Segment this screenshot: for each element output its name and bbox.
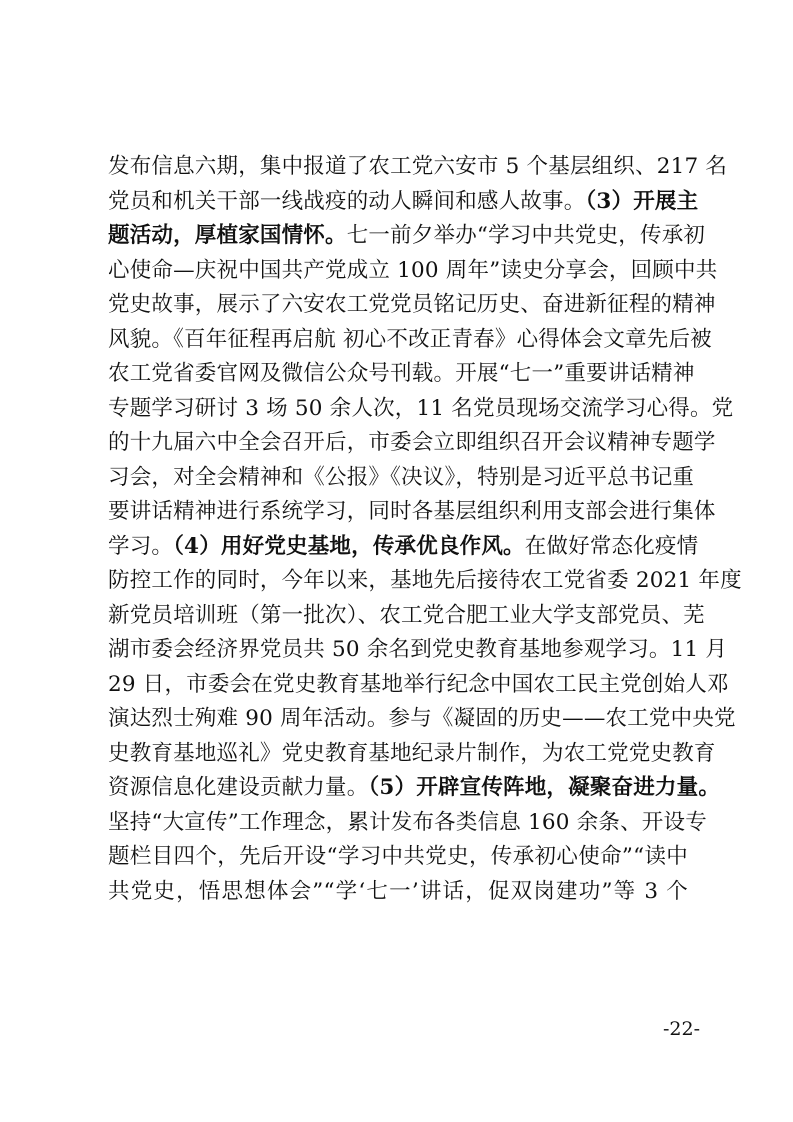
text-line: 的十九届六中全会召开后，市委会立即组织召开会议精神专题学 — [108, 430, 716, 455]
text-line: 党史故事，展示了六安农工党党员铭记历史、奋进新征程的精神 — [108, 292, 716, 317]
text-line: 要讲话精神进行系统学习，同时各基层组织利用支部会进行集体 — [108, 499, 716, 524]
text-line: 题栏目四个，先后开设“学习中共党史，传承初心使命”“读中 — [108, 844, 688, 869]
text-line: 资源信息化建设贡献力量。（5）开辟宣传阵地，凝聚奋进力量。 — [108, 775, 721, 800]
text-line: 防控工作的同时，今年以来，基地先后接待农工党省委 2021 年度 — [108, 568, 742, 593]
text-line: 专题学习研讨 3 场 50 余人次，11 名党员现场交流学习心得。党 — [108, 395, 734, 421]
text-line: 演达烈士殉难 90 周年活动。参与《凝固的历史——农工党中央党 — [108, 706, 736, 731]
section-heading: （5）开辟宣传阵地，凝聚奋进力量。 — [368, 775, 721, 800]
text-line: 史教育基地巡礼》党史教育基地纪录片制作，为农工党党史教育 — [108, 740, 716, 766]
text-line: 学习。（4）用好党史基地，传承优良作风。在做好常态化疫情 — [108, 533, 699, 559]
section-heading: 题活动，厚植家国情怀。 — [108, 223, 347, 248]
section-heading: （3）开展主 — [585, 188, 699, 214]
section-heading: （4）用好党史基地，传承优良作风。 — [173, 533, 525, 559]
text-line: 农工党省委官网及微信公众号刊载。开展“七一”重要讲话精神 — [108, 361, 695, 386]
text-line: 习会，对全会精神和《公报》《决议》，特别是习近平总书记重 — [108, 464, 695, 490]
text-line: 心使命—庆祝中国共产党成立 100 周年”读史分享会，回顾中共 — [108, 257, 718, 283]
text-line: 党员和机关干部一线战疫的动人瞬间和感人故事。（3）开展主 — [108, 188, 699, 214]
text-line: 坚持“大宣传”工作理念，累计发布各类信息 160 余条、开设专 — [108, 809, 707, 835]
text-line: 题活动，厚植家国情怀。七一前夕举办“学习中共党史，传承初 — [108, 223, 706, 248]
text-line: 共党史，悟思想体会”“学‘七一’讲话，促双岗建功”等 3 个 — [108, 878, 688, 904]
text-line: 湖市委会经济界党员共 50 余名到党史教育基地参观学习。11 月 — [108, 637, 728, 662]
text-line: 发布信息六期，集中报道了农工党六安市 5 个基层组织、217 名 — [108, 154, 728, 179]
document-body — [108, 150, 742, 909]
text-line: 29 日，市委会在党史教育基地举行纪念中国农工民主党创始人邓 — [108, 671, 729, 697]
text-line: 新党员培训班（第一批次）、农工党合肥工业大学支部党员、芜 — [108, 602, 705, 628]
page-number: -22- — [662, 1018, 700, 1040]
text-line: 风貌。《百年征程再启航 初心不改正青春》心得体会文章先后被 — [108, 326, 712, 352]
